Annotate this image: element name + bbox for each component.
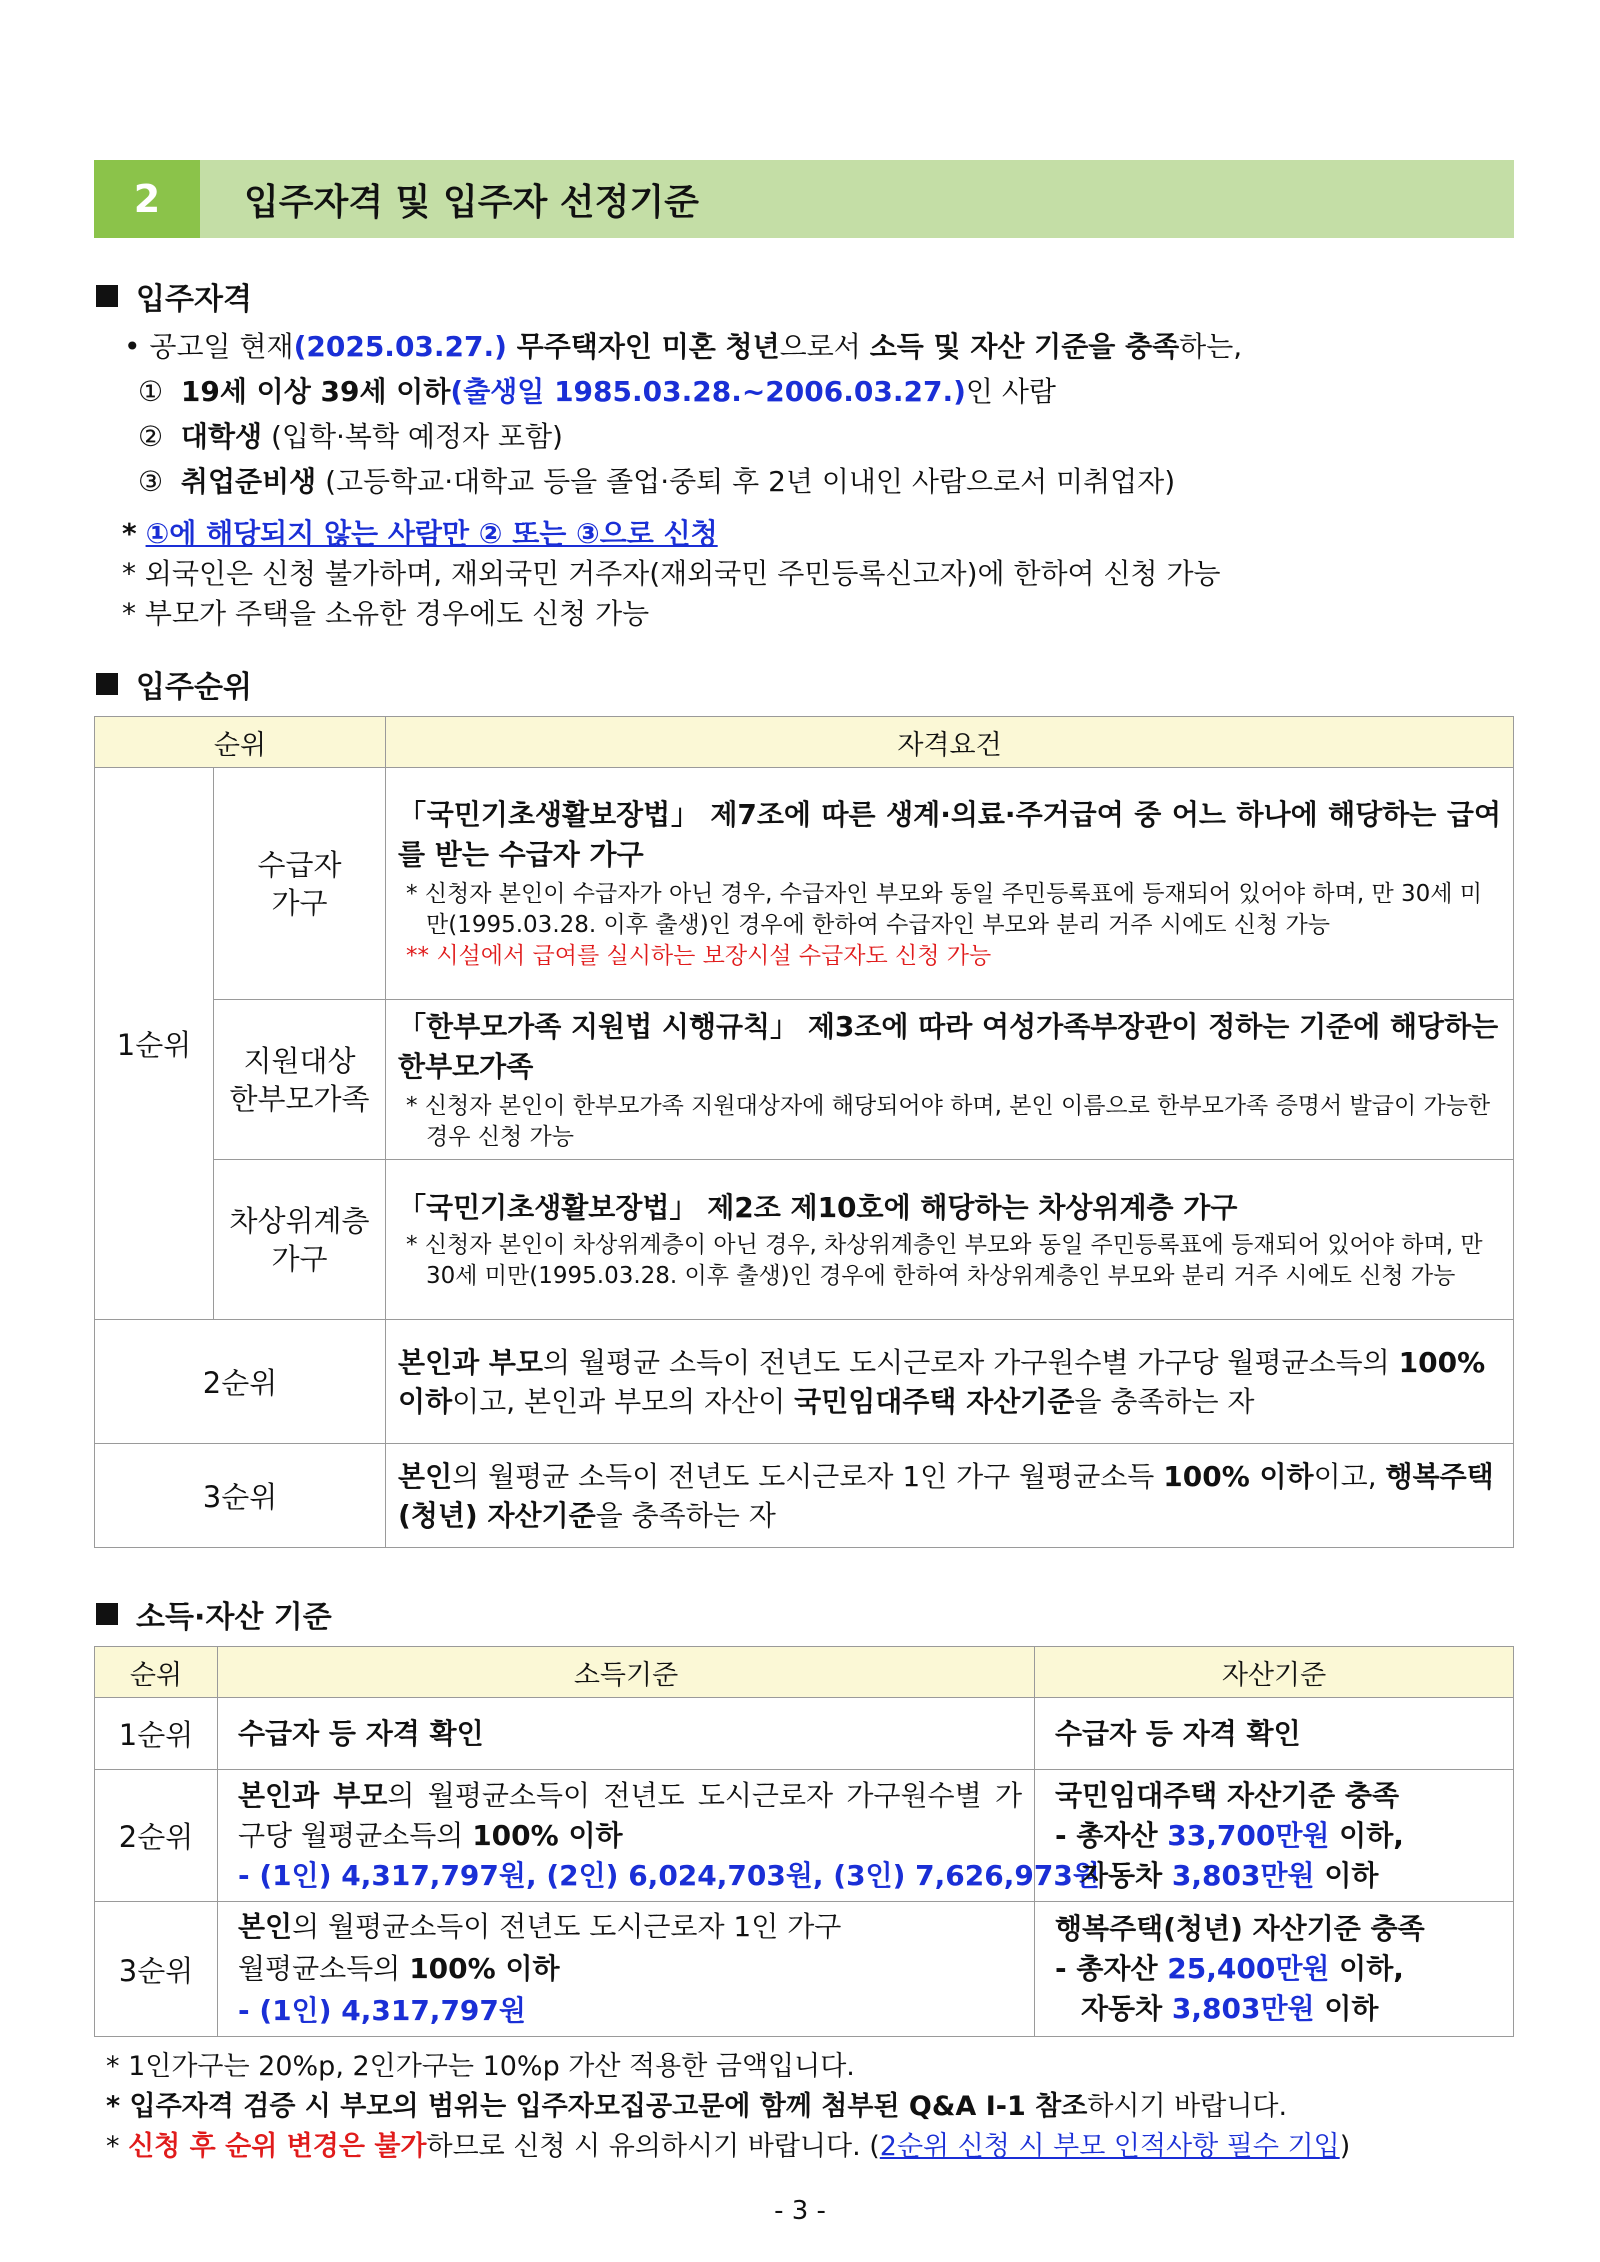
group-name-recipient: 수급자 가구 (214, 768, 386, 1000)
criteria-income-3: 본인의 월평균소득이 전년도 도시근로자 1인 가구 월평균소득의 100% 이하 - (1인) 4,317,797원 (218, 1902, 1035, 2037)
eligibility-item-jobseeker: ③ 취업준비생 (고등학교·대학교 등을 졸업·중퇴 후 2년 이내인 사람으로서 미취업자) (138, 465, 1176, 498)
footnote-2: * 입주자격 검증 시 부모의 범위는 입주자모집공고문에 함께 첨부된 Q&A Ⅰ-1 참조하시기 바랍니다. (106, 2091, 1288, 2122)
square-bullet-icon (96, 285, 118, 307)
table-row (95, 1000, 1514, 1160)
criteria-rank-3: 3순위 (95, 1902, 218, 2037)
footnote-1: * 1인가구는 20%p, 2인가구는 10%p 가산 적용한 금액입니다. (106, 2051, 855, 2082)
group-name-near-poverty: 차상위계층 가구 (214, 1160, 386, 1320)
criteria-col-rank: 순위 (95, 1647, 218, 1698)
table-row (95, 1698, 1514, 1770)
rank-1-label: 1순위 (95, 768, 214, 1320)
eligibility-heading: 입주자격 (94, 274, 1514, 318)
criteria-col-asset: 자산기준 (1035, 1647, 1514, 1698)
eligibility-item-student: ② 대학생 (입학·복학 예정자 포함) (138, 420, 563, 453)
section-number: 2 (94, 160, 200, 238)
parent-info-link: 2순위 신청 시 부모 인적사항 필수 기입 (879, 2131, 1340, 2162)
criteria-heading: 소득·자산 기준 (94, 1592, 1514, 1636)
eligibility-summary: • 공고일 현재(2025.03.27.) 무주택자인 미혼 청년으로서 소득 및 자산 기준을 충족하는, (124, 330, 1243, 363)
criteria-col-income: 소득기준 (218, 1647, 1035, 1698)
table-row (95, 768, 1514, 1000)
square-bullet-icon (96, 1603, 118, 1625)
group-req-recipient: 「국민기초생활보장법」 제7조에 따른 생계·의료·주거급여 중 어느 하나에 해당하는 급여를 받는 수급자 가구 * 신청자 본인이 수급자가 아닌 경우, 수급자인 부모와 동일 주민등록표에 등재되어 있어야 하며, 만 30세 미만(1995.03.28. 이후 출생)인 경우에 한하여 수급자인 부모와 분리 거주 시에도 신청 가능 ** 시설에서 급여를 실시하는 보장시설 수급자도 신청 가능 (386, 768, 1514, 1000)
group-name-single-parent: 지원대상 한부모가족 (214, 1000, 386, 1160)
table-row (95, 1902, 1514, 2037)
priority-table (94, 716, 1514, 1548)
footnote-3: * 신청 후 순위 변경은 불가하므로 신청 시 유의하시기 바랍니다. (2순위 신청 시 부모 인적사항 필수 기입) (106, 2131, 1351, 2162)
square-bullet-icon (96, 673, 118, 695)
criteria-asset-1: 수급자 등 자격 확인 (1035, 1698, 1514, 1770)
group-req-near-poverty: 「국민기초생활보장법」 제2조 제10호에 해당하는 차상위계층 가구 * 신청자 본인이 차상위계층이 아닌 경우, 차상위계층인 부모와 동일 주민등록표에 등재되어 있어야 하며, 만 30세 미만(1995.03.28. 이후 출생)인 경우에 한하여 차상위계층인 부모와 분리 거주 시에도 신청 가능 (386, 1160, 1514, 1320)
section-header (94, 160, 1514, 238)
criteria-asset-2: 국민임대주택 자산기준 충족 - 총자산 33,700만원 이하, 자동차 3,803만원 이하 (1035, 1770, 1514, 1902)
criteria-income-1: 수급자 등 자격 확인 (218, 1698, 1035, 1770)
eligibility-note-2: * 외국인은 신청 불가하며, 재외국민 거주자(재외국민 주민등록신고자)에 한하여 신청 가능 (122, 557, 1221, 590)
group-req-single-parent: 「한부모가족 지원법 시행규칙」 제3조에 따라 여성가족부장관이 정하는 기준에 해당하는 한부모가족 * 신청자 본인이 한부모가족 지원대상자에 해당되어야 하며, 본인 이름으로 한부모가족 증명서 발급이 가능한 경우 신청 가능 (386, 1000, 1514, 1160)
rank-3-label: 3순위 (95, 1444, 386, 1548)
table-row (95, 1320, 1514, 1444)
priority-col-rank: 순위 (95, 717, 386, 768)
rank-2-requirement: 본인과 부모의 월평균 소득이 전년도 도시근로자 가구원수별 가구당 월평균소득의 100% 이하이고, 본인과 부모의 자산이 국민임대주택 자산기준을 충족하는 자 (386, 1320, 1514, 1444)
rank-2-label: 2순위 (95, 1320, 386, 1444)
priority-heading: 입주순위 (94, 662, 1514, 706)
criteria-rank-1: 1순위 (95, 1698, 218, 1770)
criteria-table (94, 1646, 1514, 2037)
eligibility-note-1: * ①에 해당되지 않는 사람만 ② 또는 ③으로 신청 (122, 517, 718, 550)
eligibility-note-3: * 부모가 주택을 소유한 경우에도 신청 가능 (122, 597, 650, 630)
priority-col-requirement: 자격요건 (386, 717, 1514, 768)
page-number: - 3 - (774, 2196, 826, 2226)
table-row (95, 1444, 1514, 1548)
table-row (95, 1160, 1514, 1320)
eligibility-item-age: ① 19세 이상 39세 이하(출생일 1985.03.28.~2006.03.27.)인 사람 (138, 375, 1056, 408)
rank-3-requirement: 본인의 월평균 소득이 전년도 도시근로자 1인 가구 월평균소득 100% 이하이고, 행복주택(청년) 자산기준을 충족하는 자 (386, 1444, 1514, 1548)
section-title: 입주자격 및 입주자 선정기준 (244, 181, 699, 223)
criteria-asset-3: 행복주택(청년) 자산기준 충족 - 총자산 25,400만원 이하, 자동차 3,803만원 이하 (1035, 1902, 1514, 2037)
table-row (95, 1770, 1514, 1902)
criteria-rank-2: 2순위 (95, 1770, 218, 1902)
criteria-income-2: 본인과 부모의 월평균소득이 전년도 도시근로자 가구원수별 가구당 월평균소득의 100% 이하 - (1인) 4,317,797원, (2인) 6,024,703원, (3인) 7,626,973원 (218, 1770, 1035, 1902)
